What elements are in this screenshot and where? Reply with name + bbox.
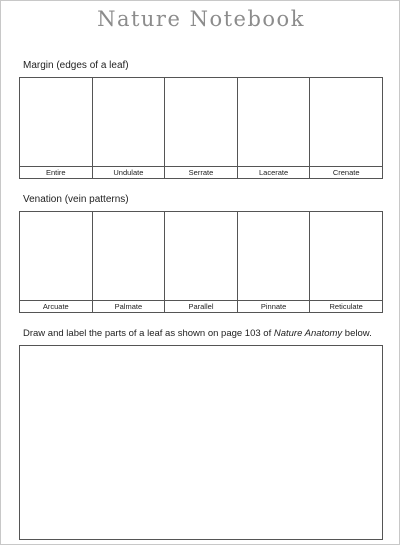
margin-caption: Serrate <box>165 166 237 178</box>
venation-cell-palmate[interactable] <box>93 212 166 312</box>
margin-section-label: Margin (edges of a leaf) <box>23 60 129 71</box>
venation-cell-parallel[interactable] <box>165 212 238 312</box>
margin-caption: Entire <box>20 166 92 178</box>
book-title: Nature Anatomy <box>273 328 343 339</box>
margin-caption: Undulate <box>93 166 165 178</box>
venation-caption: Reticulate <box>310 300 382 312</box>
drawing-instruction <box>23 328 372 339</box>
venation-grid <box>19 211 383 313</box>
venation-caption: Parallel <box>165 300 237 312</box>
venation-caption: Pinnate <box>238 300 310 312</box>
margin-caption: Lacerate <box>238 166 310 178</box>
instruction-text-after: below. <box>342 328 372 339</box>
venation-caption: Arcuate <box>20 300 92 312</box>
venation-cell-arcuate[interactable] <box>20 212 93 312</box>
drawing-area[interactable] <box>19 345 383 540</box>
margin-caption: Crenate <box>310 166 382 178</box>
margin-cell-entire[interactable] <box>20 78 93 178</box>
venation-caption: Palmate <box>93 300 165 312</box>
venation-cell-pinnate[interactable] <box>238 212 311 312</box>
margin-cell-lacerate[interactable] <box>238 78 311 178</box>
page-title: Nature Notebook <box>97 7 305 31</box>
margin-cell-undulate[interactable] <box>93 78 166 178</box>
instruction-text-before: Draw and label the parts of a leaf as shown on page 103 of <box>23 328 274 339</box>
margin-grid <box>19 77 383 179</box>
venation-section-label: Venation (vein patterns) <box>23 194 129 205</box>
margin-cell-serrate[interactable] <box>165 78 238 178</box>
venation-cell-reticulate[interactable] <box>310 212 382 312</box>
margin-cell-crenate[interactable] <box>310 78 382 178</box>
